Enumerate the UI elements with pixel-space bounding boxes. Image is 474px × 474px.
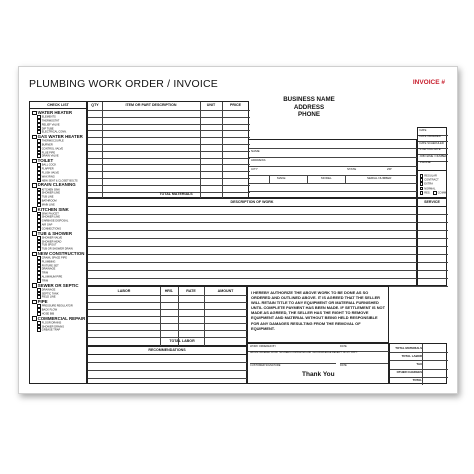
checklist-item-label: BURNER	[41, 143, 53, 147]
checkbox-icon[interactable]	[32, 135, 37, 140]
checklist-body	[30, 109, 86, 332]
totals-amount-field[interactable]	[422, 377, 448, 385]
parts-row[interactable]	[88, 137, 250, 144]
business-phone: PHONE	[297, 111, 320, 119]
totals-box	[389, 343, 447, 384]
checklist-item-label: SINK FAUCET	[41, 212, 59, 216]
checkbox-icon[interactable]	[32, 111, 37, 116]
checklist-item-label: DRAINAGE	[41, 268, 56, 272]
customer-zip-label: ZIP	[387, 167, 392, 171]
parts-header-description: ITEM OR PART DESCRIPTION	[125, 103, 177, 107]
checklist-item[interactable]	[32, 328, 85, 332]
checklist-category-label: NEW CONSTRUCTION	[37, 250, 85, 256]
work-line	[88, 230, 418, 231]
parts-row[interactable]	[88, 158, 250, 165]
invoice-sheet	[18, 66, 458, 394]
parts-row[interactable]	[88, 178, 250, 185]
service-line	[418, 262, 448, 263]
recommendations-header: RECOMMENDATIONS	[88, 347, 246, 355]
totals-label: TAX	[416, 361, 422, 366]
job-type-label: NORMAL	[424, 187, 436, 191]
checklist-item-label: KITCHEN SINK	[41, 188, 60, 192]
checkbox-icon[interactable]	[420, 191, 424, 195]
labor-header-hrs: HRS.	[164, 289, 174, 293]
checklist-item-label: ALUMINUM PIPE	[41, 275, 63, 279]
signature-date-label-top: DATE	[340, 345, 347, 348]
work-line	[88, 270, 418, 271]
parts-row[interactable]	[88, 171, 250, 178]
labor-header-amount: AMOUNT	[217, 289, 234, 293]
checklist-category-label: COMMERCIAL REPAIR	[37, 315, 86, 321]
totals-amount-field[interactable]	[422, 360, 448, 368]
service-line	[418, 254, 448, 255]
invoice-number-label: INVOICE #	[412, 79, 445, 86]
parts-total-materials-label: TOTAL MATERIALS	[159, 192, 193, 196]
checklist-category-label: KITCHEN SINK	[37, 206, 69, 212]
checklist-item-label: TRIM	[41, 271, 49, 275]
labor-row-line	[88, 316, 248, 317]
checklist-item-label: SEPTIC TANK	[41, 292, 59, 296]
checklist-category-label: TUB & SHOWER	[37, 230, 72, 236]
checklist-item-label: NEW SEAT & CLOSET BOLTS	[41, 179, 78, 183]
checklist-category-label: SEWER OR SEPTIC	[37, 282, 79, 288]
checkbox-icon[interactable]	[32, 316, 37, 321]
checkbox-icon[interactable]	[32, 252, 37, 257]
parts-row[interactable]	[88, 130, 250, 137]
parts-row[interactable]	[88, 185, 250, 192]
checklist-item-label: DRAIN VALVE	[41, 155, 59, 159]
parts-table	[87, 101, 249, 198]
totals-label: TOTAL	[412, 378, 422, 383]
business-address: ADDRESS	[293, 103, 325, 111]
job-type-label: COMM.	[437, 191, 447, 195]
service-box	[417, 198, 447, 286]
customer-phone-label: PHONE	[420, 160, 431, 164]
checklist-category-label: WATER HEATER	[37, 110, 73, 115]
parts-row[interactable]	[88, 151, 250, 158]
checklist-item-label: CRAWL SPACE PIPE	[41, 256, 67, 260]
parts-row[interactable]	[88, 164, 250, 171]
form-title: PLUMBING WORK ORDER / INVOICE	[29, 78, 218, 90]
checkbox-icon[interactable]	[32, 283, 37, 288]
parts-row[interactable]	[88, 124, 250, 131]
checklist-header: CHECK LIST	[30, 102, 86, 109]
totals-label: TOTAL MATERIALS	[395, 345, 422, 350]
date-field-label: STARTING DATE	[419, 148, 441, 151]
parts-row[interactable]	[88, 117, 250, 124]
checklist-item-label: FLOOR DRAINS	[41, 321, 62, 325]
work-line	[88, 238, 418, 239]
checklist-item-label: ELECTRICAL CONN.	[41, 130, 67, 134]
checklist-item-label: SHOWER LINE	[41, 216, 60, 220]
customer-address-label: ADDRESS	[251, 158, 266, 162]
service-line	[418, 286, 448, 287]
labor-column-line	[204, 287, 205, 347]
labor-row-line	[88, 295, 248, 296]
checklist-item-label: GARBAGE DISPOSAL	[41, 219, 69, 223]
service-line	[418, 238, 448, 239]
checklist-category-label: TOILET	[37, 158, 54, 164]
checklist-item-label: WAX RING	[41, 175, 55, 179]
customer-signature-label: CUSTOMER SIGNATURE	[250, 364, 281, 367]
service-line	[418, 246, 448, 247]
customer-city-label: CITY	[251, 167, 258, 171]
checklist-item-label: PLUMBING	[41, 260, 56, 264]
service-line	[418, 270, 448, 271]
checklist-item-label: CONTROL VALVE	[41, 147, 64, 151]
customer-name-label: NAME	[251, 149, 260, 153]
date-field-label: DATE ORDERED	[419, 135, 441, 138]
labor-header-labor: LABOR	[117, 289, 131, 293]
checkbox-icon[interactable]	[32, 207, 37, 212]
authorization-text: I HEREBY AUTHORIZE THE ABOVE WORK TO BE DONE AS SO ORDERED AND OUTLINED ABOVE. IT IS AGREED THAT THE SELLER WILL RETAIN TITLE TO ANY EQUIPMENT OR MATERIAL FURNISHED UNTIL COMPLETE PAYMENT HAS BEEN MADE. IF SETTLEMENT IS NOT MADE AS AGREED, THE SELLER HAS THE RIGHT TO REMOVE EQUIPMENT AND MATERIAL WITHOUT BEING HELD RESPONSIBLE FOR ANY DAMAGES RESULTING FROM THE REMOVAL OF EQUIPMENT.	[251, 290, 385, 331]
date-field-label: DATE SCHEDULED	[419, 141, 444, 145]
date-field-label: JOB NAME / NUMBER	[419, 154, 448, 158]
checklist-item-label: RELIEF VALVE	[41, 123, 60, 127]
parts-header-price: PRICE	[230, 103, 241, 107]
labor-table	[87, 286, 247, 346]
work-description-header: DESCRIPTION OF WORK	[88, 199, 416, 207]
job-type-label: REGULAR	[424, 174, 437, 178]
work-line	[88, 254, 418, 255]
checklist-item-label: HOSE BIB	[41, 312, 55, 316]
parts-row[interactable]	[88, 110, 250, 117]
labor-header-rate: RATE	[186, 289, 196, 293]
checklist-item-label: DRAINAGE	[41, 288, 56, 292]
business-info	[249, 96, 369, 119]
signature-date-label: DATE	[340, 364, 347, 367]
work-description-box	[87, 198, 417, 286]
labor-column-line	[178, 287, 179, 347]
checkbox-icon[interactable]	[32, 231, 37, 236]
work-line	[88, 246, 418, 247]
checklist-item-label: FLUSH VALVE	[41, 171, 59, 175]
work-line	[88, 222, 418, 223]
checklist-item-label: DIP TUBE	[41, 127, 54, 131]
checklist-item-label: TUB SPOUT	[41, 243, 57, 247]
checklist-item-label: MAIN LINE	[41, 203, 55, 207]
recommendations-box	[87, 346, 247, 384]
phone-box	[417, 159, 447, 171]
work-line	[88, 214, 418, 215]
checklist-item-label: TUB LINE	[41, 195, 54, 199]
parts-header-qty: QTY	[91, 103, 99, 107]
job-type-label: EXTRA	[424, 182, 433, 186]
job-type-option[interactable]	[433, 191, 447, 195]
checklist-item-label: GREASE TRAP	[41, 329, 61, 333]
totals-amount-field[interactable]	[422, 369, 448, 377]
service-line	[418, 214, 448, 215]
checkbox-icon[interactable]	[32, 300, 37, 305]
job-type-option[interactable]	[420, 191, 431, 195]
service-line	[418, 278, 448, 279]
totals-label: OTHER CHARGES	[396, 370, 422, 375]
labor-row-line	[88, 323, 248, 324]
checklist-item-label: THERMOCOUPLE	[41, 139, 64, 143]
work-ordered-by-label: WORK ORDERED BY	[250, 345, 276, 348]
labor-row-line	[88, 330, 248, 331]
checklist-item-label: TRIM	[41, 279, 49, 283]
checklist-item-label: SHOWER DRAINS	[41, 325, 64, 329]
signature-box	[247, 343, 389, 384]
job-type-label: RES.	[424, 191, 431, 195]
labor-row-line	[88, 302, 248, 303]
labor-total-label: TOTAL LABOR	[169, 339, 195, 343]
checkbox-icon[interactable]	[433, 191, 437, 195]
parts-row[interactable]	[88, 144, 250, 151]
checklist-item-label: BATHROOM	[41, 199, 57, 203]
service-line	[418, 222, 448, 223]
checklist-item-label: FIELD LINE	[41, 296, 56, 299]
date-field-label: DATE	[419, 128, 427, 132]
thank-you-text: Thank You	[302, 371, 335, 378]
checklist-category-label: PIPE	[37, 299, 48, 305]
completion-note: ABOVE ORDERED WORK HAS BEEN COMPLETED AND I ACKNOWLEDGE RECEIPT OF MY COPY.	[250, 352, 358, 354]
checklist-item-label: ELEMENTS	[41, 115, 56, 119]
checklist-box	[29, 101, 87, 384]
labor-column-line	[160, 287, 161, 347]
equipment-model-label: MODEL	[321, 176, 332, 180]
equipment-make-label: MAKE	[277, 176, 286, 180]
checklist-item-label: THERMOSTAT	[41, 119, 60, 123]
checklist-category-label: DRAIN CLEANING	[37, 182, 76, 188]
parts-header-unit: UNIT	[206, 103, 216, 107]
totals-amount-field[interactable]	[422, 352, 448, 360]
checklist-item-label: SHOWER HEAD	[41, 240, 62, 244]
labor-row-line	[88, 309, 248, 310]
customer-state-label: STATE	[347, 167, 357, 171]
checklist-item-label: TUB OR SHOWER DRAIN	[41, 247, 73, 251]
checklist-item-label: BACK FLOW	[41, 308, 58, 312]
service-line	[418, 230, 448, 231]
authorization-box	[247, 286, 389, 343]
work-line	[88, 262, 418, 263]
checklist-item-label: FIXTURE SET	[41, 264, 59, 268]
work-line	[88, 278, 418, 279]
labor-row-line	[88, 337, 248, 338]
checklist-item-label: SHOWER LINE	[41, 191, 60, 195]
checklist-item-label: SHOWER VALVE	[41, 236, 63, 240]
checklist-item-label: FLAPPER	[41, 167, 54, 171]
checklist-item-label: AIR GAP	[41, 223, 53, 227]
totals-amount-field[interactable]	[422, 344, 448, 352]
checklist-item-label: BALL COCK	[41, 163, 57, 167]
equipment-serial-label: SERIAL NUMBER	[367, 176, 392, 180]
checkbox-icon[interactable]	[32, 159, 37, 164]
service-header: SERVICE	[418, 199, 446, 207]
customer-block	[249, 139, 417, 198]
checklist-category-label: GAS WATER HEATER	[37, 134, 83, 140]
checkbox-icon[interactable]	[37, 328, 41, 332]
totals-label: TOTAL LABOR	[401, 353, 422, 358]
checklist-item-label: CONNECTIONS	[41, 227, 61, 231]
checklist-item-label: PRESSURE REGULATOR	[41, 304, 73, 308]
business-name: BUSINESS NAME	[283, 96, 335, 103]
checklist-item-label: FLUE PIPE	[41, 151, 56, 155]
job-type-label: CONTRACT	[424, 178, 439, 182]
checkbox-icon[interactable]	[32, 183, 37, 188]
